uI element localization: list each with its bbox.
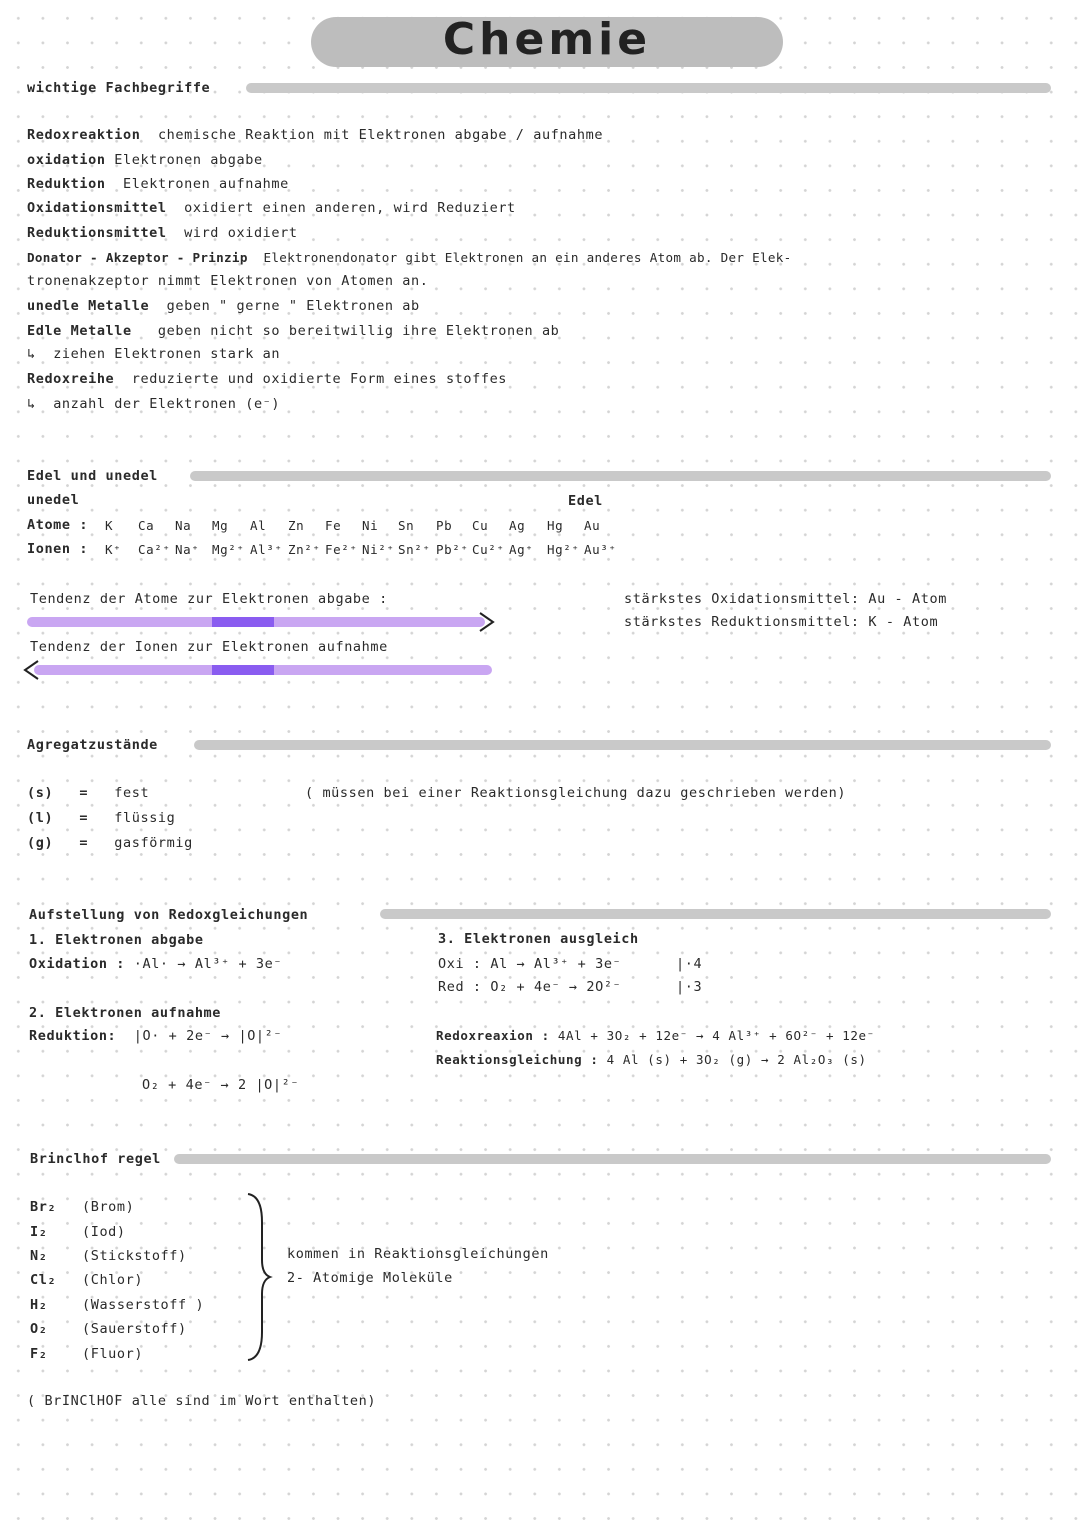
section-heading-edel: Edel und unedel: [27, 468, 158, 484]
ion-symbol-5: Zn²⁺: [288, 542, 321, 557]
arrow-bar-highlight: [212, 617, 274, 627]
red-balance: Red : O₂ + 4e⁻ → 2O²⁻: [438, 979, 622, 995]
term-line: ↳ ziehen Elektronen stark an: [27, 346, 281, 362]
term-line: Reduktion Elektronen aufnahme: [27, 176, 289, 192]
step2-heading: 2. Elektronen aufnahme: [29, 1005, 222, 1021]
term-line: Redoxreihe reduzierte und oxidierte Form eines stoffes: [27, 371, 508, 387]
term-line: Redoxreaktion chemische Reaktion mit Elektronen abgabe / aufnahme: [27, 127, 604, 143]
unedel-label: unedel: [27, 492, 80, 508]
ion-symbol-8: Sn²⁺: [398, 542, 431, 557]
reduction-eq2: O₂ + 4e⁻ → 2 |O|²⁻: [142, 1077, 300, 1093]
atom-symbol-1: Ca: [138, 518, 155, 533]
atoms-label: Atome :: [27, 517, 89, 533]
redox-reaction: Redoxreaxion : 4Al + 3O₂ + 12e⁻ → 4 Al³⁺ + 6O²⁻ + 12e⁻: [436, 1028, 875, 1043]
step1-heading: 1. Elektronen abgabe: [29, 932, 204, 948]
section-bar: [174, 1154, 1051, 1164]
brinclhof-note1: kommen in Reaktionsgleichungen: [287, 1246, 549, 1262]
term-line: unedle Metalle geben " gerne " Elektronen ab: [27, 298, 420, 314]
atom-symbol-0: K: [105, 518, 114, 533]
arrow-right-icon: [478, 611, 496, 633]
term-line: Oxidationsmittel oxidiert einen anderen, wird Reduziert: [27, 200, 516, 216]
ion-symbol-1: Ca²⁺: [138, 542, 171, 557]
molecule-formula: F₂: [30, 1346, 48, 1362]
section-bar: [380, 909, 1051, 919]
atom-symbol-8: Sn: [398, 518, 415, 533]
atom-symbol-2: Na: [175, 518, 192, 533]
molecule-name: (Sauerstoff): [82, 1321, 187, 1337]
section-heading-agregat: Agregatzustände: [27, 737, 158, 753]
state-row: (l) = flüssig: [27, 810, 176, 826]
molecule-formula: O₂: [30, 1321, 48, 1337]
molecule-formula: I₂: [30, 1224, 48, 1240]
strongest-oxidant: stärkstes Oxidationsmittel: Au - Atom: [624, 591, 947, 607]
atom-symbol-12: Hg: [547, 518, 564, 533]
state-row: (g) = gasförmig: [27, 835, 193, 851]
arrow-bar-highlight: [212, 665, 274, 675]
molecule-name: (Iod): [82, 1224, 126, 1240]
reduction-eq: Reduktion: |O· + 2e⁻ → |O|²⁻: [29, 1028, 283, 1044]
arrow-left-icon: [22, 659, 40, 681]
atom-symbol-3: Mg: [212, 518, 229, 533]
section-bar: [190, 471, 1051, 481]
page-title: Chemie: [442, 14, 652, 65]
molecule-formula: Cl₂: [30, 1272, 57, 1288]
brinclhof-footer: ( BrINClHOF alle sind im Wort enthalten): [27, 1393, 377, 1409]
term-line: Edle Metalle geben nicht so bereitwillig ihre Elektronen ab: [27, 323, 560, 339]
atom-symbol-10: Cu: [472, 518, 489, 533]
molecule-name: (Fluor): [82, 1346, 144, 1362]
molecule-name: (Stickstoff): [82, 1248, 187, 1264]
ions-label: Ionen :: [27, 541, 89, 557]
edel-label: Edel: [568, 493, 603, 509]
atom-symbol-6: Fe: [325, 518, 342, 533]
term-line: ↳ anzahl der Elektronen (e⁻): [27, 396, 281, 412]
molecule-name: (Wasserstoff ): [82, 1297, 205, 1313]
term-line: Reduktionsmittel wird oxidiert: [27, 225, 298, 241]
atom-symbol-9: Pb: [436, 518, 453, 533]
tendenz-atome: Tendenz der Atome zur Elektronen abgabe :: [30, 591, 388, 607]
molecule-formula: N₂: [30, 1248, 48, 1264]
strongest-reductant: stärkstes Reduktionsmittel: K - Atom: [624, 614, 939, 630]
ion-symbol-3: Mg²⁺: [212, 542, 245, 557]
state-note: ( müssen bei einer Reaktionsgleichung dazu geschrieben werden): [305, 785, 847, 801]
section-bar: [246, 83, 1051, 93]
oxi-factor: |·4: [676, 956, 703, 972]
ion-symbol-11: Ag⁺: [509, 542, 534, 557]
brinclhof-note2: 2- Atomige Moleküle: [287, 1270, 453, 1286]
ion-symbol-6: Fe²⁺: [325, 542, 358, 557]
ion-symbol-2: Na⁺: [175, 542, 200, 557]
ion-symbol-4: Al³⁺: [250, 542, 283, 557]
molecule-name: (Brom): [82, 1199, 135, 1215]
section-bar: [194, 740, 1051, 750]
ion-symbol-9: Pb²⁺: [436, 542, 469, 557]
red-factor: |·3: [676, 979, 703, 995]
curly-brace-icon: [244, 1192, 274, 1362]
oxidation-eq: Oxidation : ·Al· → Al³⁺ + 3e⁻: [29, 956, 283, 972]
atom-symbol-13: Au: [584, 518, 601, 533]
state-row: (s) = fest: [27, 785, 150, 801]
atom-symbol-5: Zn: [288, 518, 305, 533]
oxi-balance: Oxi : Al → Al³⁺ + 3e⁻: [438, 956, 622, 972]
ion-symbol-13: Au³⁺: [584, 542, 617, 557]
tendenz-ionen: Tendenz der Ionen zur Elektronen aufnahme: [30, 639, 388, 655]
ion-symbol-10: Cu²⁺: [472, 542, 505, 557]
ion-symbol-0: K⁺: [105, 542, 122, 557]
ion-symbol-7: Ni²⁺: [362, 542, 395, 557]
atom-symbol-4: Al: [250, 518, 267, 533]
molecule-name: (Chlor): [82, 1272, 144, 1288]
section-heading-fachbegriffe: wichtige Fachbegriffe: [27, 80, 211, 96]
term-line: Donator - Akzeptor - Prinzip Elektronendonator gibt Elektronen an ein anderes Atom ab. Der Elek-: [27, 250, 792, 265]
atom-symbol-7: Ni: [362, 518, 379, 533]
atom-symbol-11: Ag: [509, 518, 526, 533]
molecule-formula: H₂: [30, 1297, 48, 1313]
reaction-equation: Reaktionsgleichung : 4 Al (s) + 3O₂ (g) → 2 Al₂O₃ (s): [436, 1052, 867, 1067]
section-heading-brinclhof: Brinclhof regel: [30, 1151, 161, 1167]
term-line: oxidation Elektronen abgabe: [27, 152, 263, 168]
molecule-formula: Br₂: [30, 1199, 57, 1215]
term-line: tronenakzeptor nimmt Elektronen von Atomen an.: [27, 273, 429, 289]
ion-symbol-12: Hg²⁺: [547, 542, 580, 557]
step3-heading: 3. Elektronen ausgleich: [438, 931, 639, 947]
section-heading-redox: Aufstellung von Redoxgleichungen: [29, 907, 309, 923]
